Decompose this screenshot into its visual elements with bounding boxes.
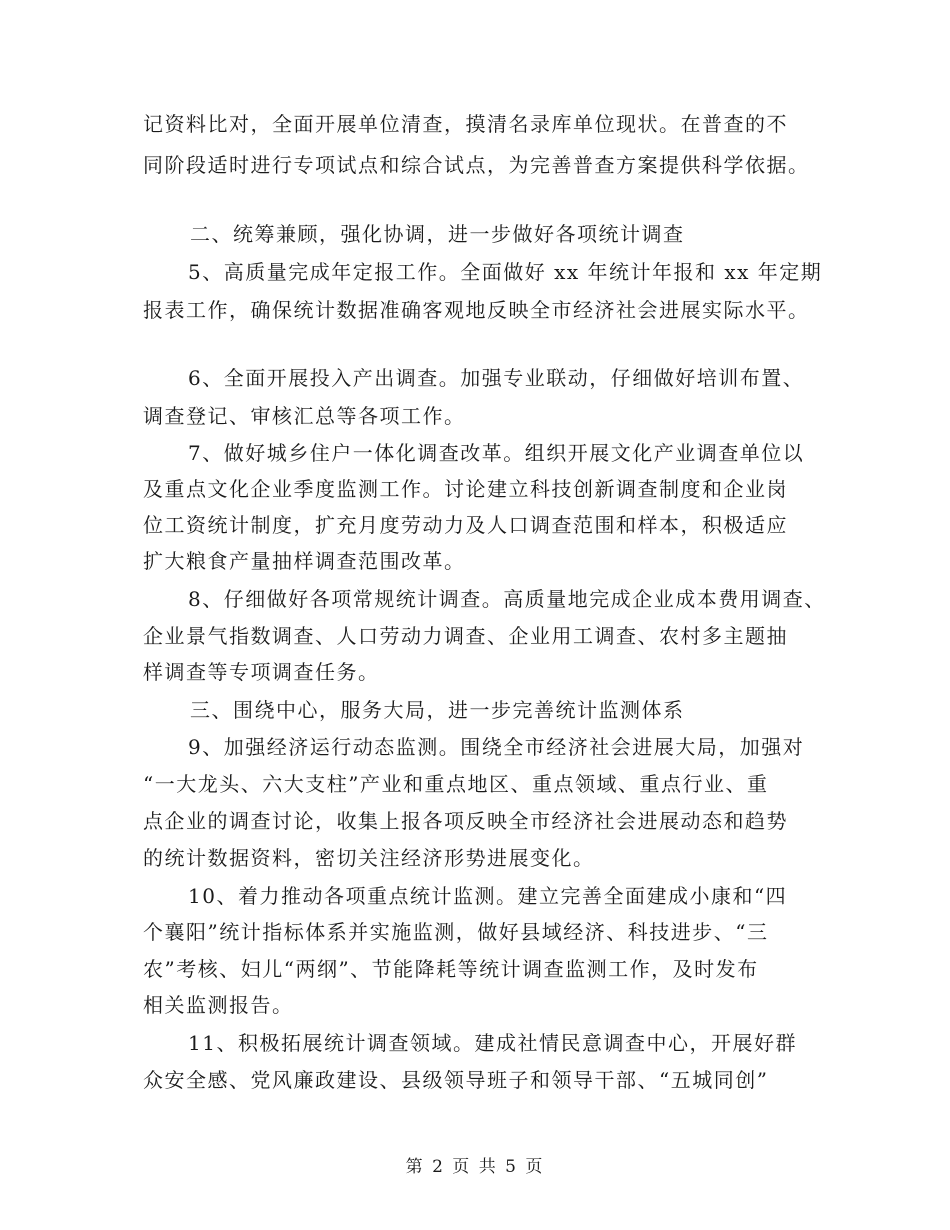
section-heading: 二、统筹兼顾，强化协调，进一步做好各项统计调查 <box>190 222 685 246</box>
body-line: 扩大粮食产量抽样调查范围改革。 <box>143 549 466 573</box>
body-line: 及重点文化企业季度监测工作。讨论建立科技创新调查制度和企业岗 <box>143 477 788 501</box>
body-line: 调查登记、审核汇总等各项工作。 <box>143 404 466 428</box>
body-line: 企业景气指数调查、人口劳动力调查、企业用工调查、农村多主题抽 <box>143 624 788 648</box>
body-line: 记资料比对，全面开展单位清查，摸清名录库单位现状。在普查的不 <box>143 112 788 136</box>
body-line: 7、做好城乡住户一体化调查改革。组织开展文化产业调查单位以 <box>188 441 805 465</box>
body-line: 点企业的调查讨论，收集上报各项反映全市经济社会进展动态和趋势 <box>143 809 788 833</box>
section-heading: 三、围绕中心，服务大局，进一步完善统计监测体系 <box>190 698 685 722</box>
page-number-footer: 第 2 页 共 5 页 <box>405 1157 545 1177</box>
body-line: 5、高质量完成年定报工作。全面做好 xx 年统计年报和 xx 年定期 <box>188 260 823 284</box>
body-line: 样调查等专项调查任务。 <box>143 660 380 684</box>
body-line: 9、加强经济运行动态监测。围绕全市经济社会进展大局，加强对 <box>188 735 805 759</box>
body-line: 位工资统计制度，扩充月度劳动力及人口调查范围和样本，积极适应 <box>143 513 788 537</box>
body-line: 众安全感、党风廉政建设、县级领导班子和领导干部、“五城同创” <box>143 1068 769 1092</box>
body-line: 6、全面开展投入产出调查。加强专业联动，仔细做好培训布置、 <box>188 366 805 390</box>
body-line: 11、积极拓展统计调查领域。建成社情民意调查中心，开展好群 <box>188 1031 797 1055</box>
body-line: 10、着力推动各项重点统计监测。建立完善全面建成小康和“四 <box>188 884 788 908</box>
body-line: 报表工作，确保统计数据准确客观地反映全市经济社会进展实际水平。 <box>143 298 810 322</box>
body-line: 农”考核、妇儿“两纲”、节能降耗等统计调查监测工作，及时发布 <box>143 957 759 981</box>
body-line: 8、仔细做好各项常规统计调查。高质量地完成企业成本费用调查、 <box>188 587 826 611</box>
body-line: 个襄阳”统计指标体系并实施监测，做好县域经济、科技进步、“三 <box>143 920 769 944</box>
body-line: 相关监测报告。 <box>143 993 294 1017</box>
body-line: 的统计数据资料，密切关注经济形势进展变化。 <box>143 846 595 870</box>
body-line: “一大龙头、六大支柱”产业和重点地区、重点领域、重点行业、重 <box>143 772 769 796</box>
body-line: 同阶段适时进行专项试点和综合试点，为完善普查方案提供科学依据。 <box>143 153 810 177</box>
